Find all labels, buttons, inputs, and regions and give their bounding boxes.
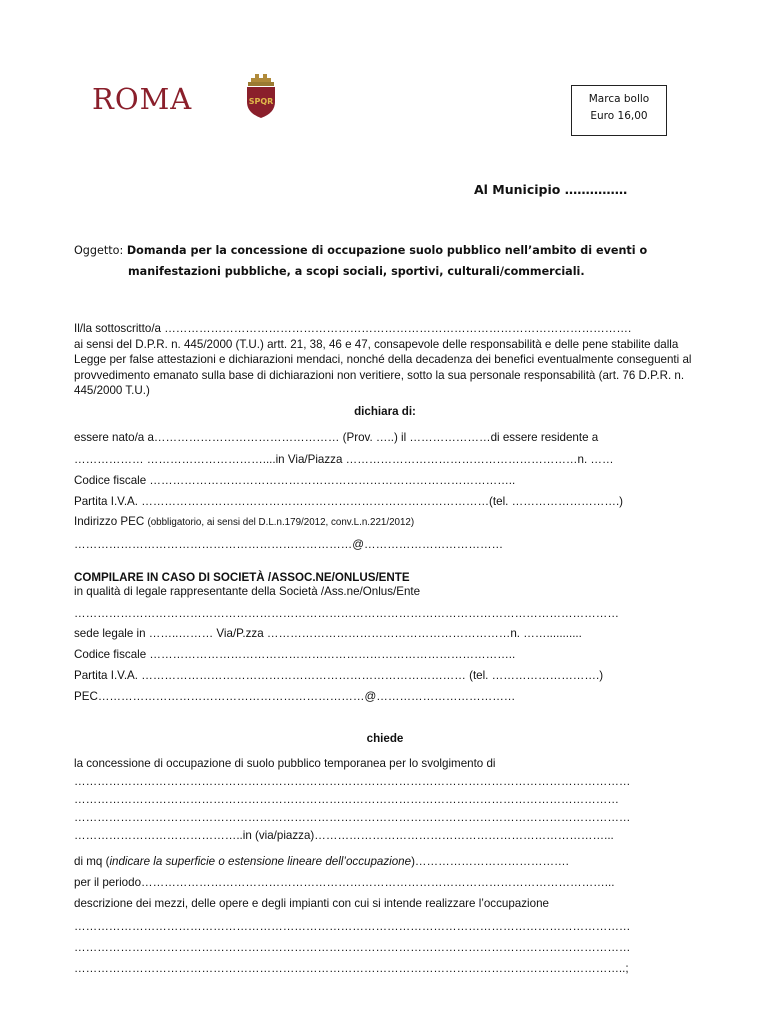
subject-label: Oggetto:: [74, 244, 124, 257]
addressee-municipio: Al Municipio ……………: [474, 182, 628, 197]
roma-logo-text: ROMA: [92, 82, 193, 116]
means-line-1[interactable]: ………………………………………………………………………………………………………………………………: [74, 920, 631, 933]
legal-declaration-text: ai sensi del D.P.R. n. 445/2000 (T.U.) artt. 21, 38, 46 e 47, consapevole delle responsabilità e delle pene stabilite dalla Legge per false attestazioni e dichiarazioni mendaci, nonché della decadenza dei benefici eventualmente conseguenti al provvedimento emanato sulla base di dichiarazioni non veritiere, sotto la sua personale responsabilità (art. 76 D.P.R. n. 445/2000 T.U.): [74, 338, 692, 397]
fiscal-code-field[interactable]: Codice fiscale …………………………………………………………………………………..: [74, 474, 516, 487]
pec-label-line: [74, 515, 414, 528]
svg-text:SPQR: SPQR: [248, 97, 274, 106]
company-name-field[interactable]: ……………………………………………………………………………………………………………………………: [74, 607, 619, 620]
company-pec-field[interactable]: PEC……………………………………………………………@………………………………: [74, 690, 516, 703]
means-line-3[interactable]: ……………………………………………………………………………………………………………………………..;: [74, 962, 629, 975]
area-mq-field[interactable]: [74, 855, 569, 868]
pec-label: Indirizzo PEC: [74, 515, 148, 528]
company-section-heading: COMPILARE IN CASO DI SOCIETÀ /ASSOC.NE/ONLUS/ENTE: [74, 571, 410, 584]
means-description-text: descrizione dei mezzi, delle opere e degli impianti con cui si intende realizzare l’occupazione: [74, 897, 549, 910]
company-fiscal-code-field[interactable]: Codice fiscale …………………………………………………………………………………..: [74, 648, 516, 661]
subject-text-1: Domanda per la concessione di occupazione suolo pubblico nell’ambito di eventi o: [126, 244, 648, 257]
pec-note: (obbligatorio, ai sensi del D.L.n.179/2012, conv.L.n.221/2012): [147, 517, 415, 528]
subject-line-1: [74, 244, 647, 257]
event-location-field[interactable]: ……………………………………..in (via/piazza)…………………………………………………………………...: [74, 829, 614, 842]
vat-phone-field[interactable]: Partita I.V.A. ………………………………………………………………………………(tel. ……………………….): [74, 495, 624, 508]
company-vat-phone-field[interactable]: Partita I.V.A. ………………………………………………………………………… (tel. ……………………….): [74, 669, 604, 682]
declarant-name-field[interactable]: Il/la sottoscritto/a ………………………………………………………………………………………………………….: [74, 322, 632, 335]
subject-text-2: manifestazioni pubbliche, a scopi sociali, sportivi, culturali/commerciali.: [128, 265, 585, 278]
request-intro: la concessione di occupazione di suolo pubblico temporanea per lo svolgimento di: [74, 757, 496, 770]
stamp-label: Marca bollo: [588, 93, 650, 105]
event-description-line-2[interactable]: ……………………………………………………………………………………………………………………………: [74, 793, 619, 806]
mq-instruction: indicare la superficie o estensione lineare dell’occupazione: [109, 855, 412, 868]
pec-field[interactable]: ………………………………………………………………@………………………………: [74, 538, 504, 551]
birth-place-field[interactable]: essere nato/a a………………………………………… (Prov. …..) il …………………di essere residente a: [74, 431, 599, 444]
subject-line-2: [128, 265, 585, 278]
period-field[interactable]: per il periodo…………………………………………………………………………………………………………...: [74, 876, 615, 889]
event-description-line-1[interactable]: ………………………………………………………………………………………………………………………………: [74, 775, 631, 788]
revenue-stamp-box: [571, 85, 667, 136]
means-line-2[interactable]: ………………………………………………………………………………………………………………………………: [74, 941, 631, 954]
residence-field[interactable]: ……………… …………………………....in Via/Piazza ……………………………………………………n. ……: [74, 453, 614, 466]
mq-prefix: di mq (: [74, 855, 110, 868]
event-description-line-3[interactable]: ………………………………………………………………………………………………………………………………: [74, 811, 631, 824]
declares-heading: dichiara di:: [354, 405, 416, 418]
stamp-amount: Euro 16,00: [590, 110, 648, 122]
company-seat-field[interactable]: sede legale in ……..……… Via/P.zza ………………………………………………………n. ……...........: [74, 627, 582, 640]
mq-suffix: )………………………………….: [411, 855, 569, 868]
rome-coat-of-arms-icon: [244, 74, 278, 123]
request-heading: chiede: [366, 732, 404, 745]
company-role-text: in qualità di legale rappresentante della Società /Ass.ne/Onlus/Ente: [74, 585, 421, 598]
